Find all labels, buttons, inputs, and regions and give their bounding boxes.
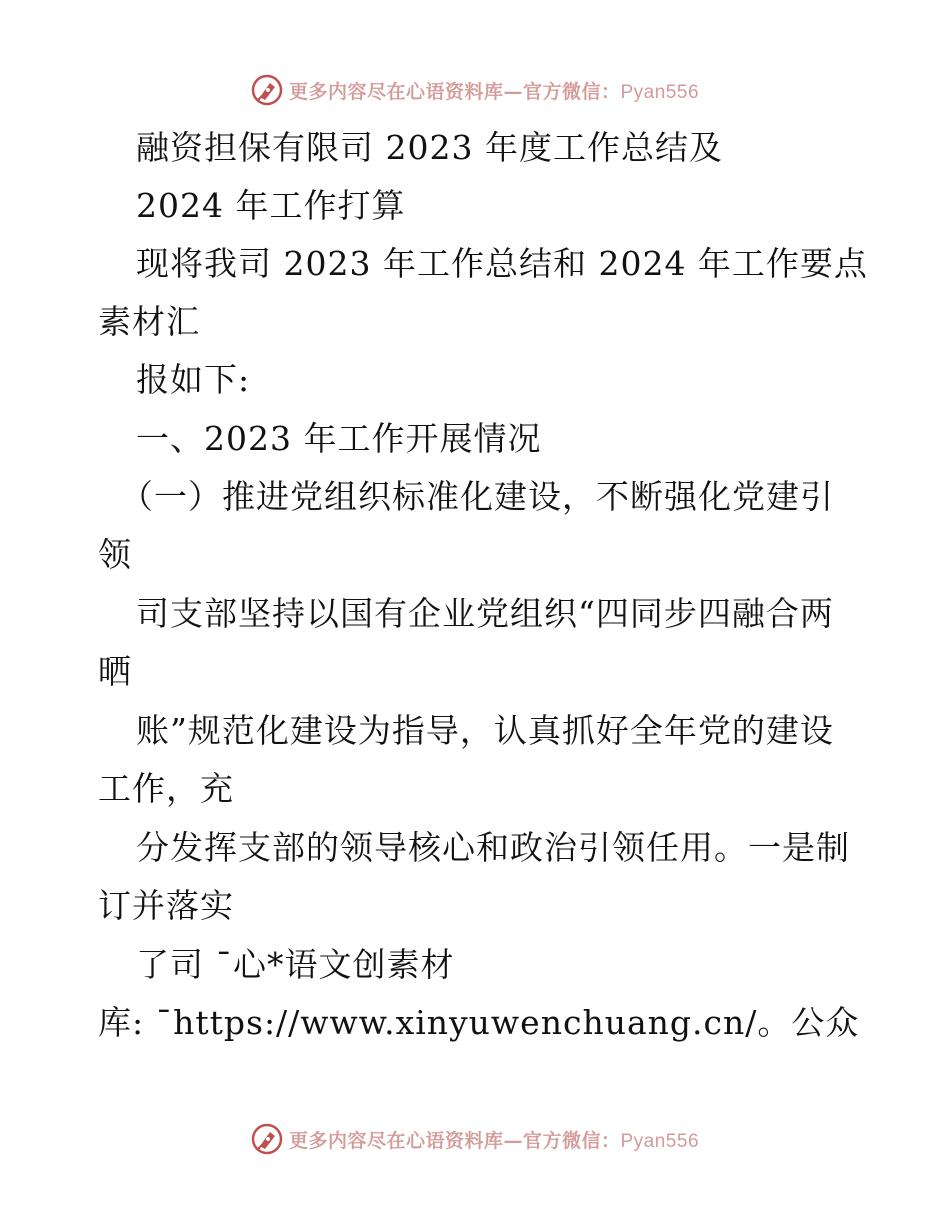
watermark-label: 更多内容尽在心语资料库—官方微信：	[288, 1129, 621, 1152]
doc-line: 分发挥支部的领导核心和政治引领任用。一是制	[136, 828, 850, 867]
doc-line: 一、2023 年工作开展情况	[136, 419, 542, 458]
watermark-wechat-id: Pyan556	[620, 1130, 700, 1152]
watermark-text	[289, 1126, 699, 1153]
pen-nib-logo-icon	[251, 1123, 283, 1155]
doc-line: 司支部坚持以国有企业党组织“四同步四融合两	[136, 594, 834, 633]
doc-line: 融资担保有限司 2023 年度工作总结及	[136, 128, 723, 167]
doc-line: 订并落实	[98, 886, 234, 925]
doc-line: 领	[98, 535, 132, 574]
doc-line: 了司 ¯心*语文创素材	[136, 945, 455, 984]
watermark-label: 更多内容尽在心语资料库—官方微信：	[288, 80, 621, 103]
doc-line: 报如下:	[136, 360, 251, 399]
doc-line: 现将我司 2023 年工作总结和 2024 年工作要点	[136, 244, 868, 283]
doc-line: 工作，充	[98, 769, 234, 808]
doc-line: 晒	[98, 652, 132, 691]
watermark-banner-bottom	[0, 1119, 950, 1159]
doc-line: 账”规范化建设为指导，认真抓好全年党的建设	[136, 711, 834, 750]
doc-line: 素材汇	[98, 302, 200, 341]
doc-line: （一）推进党组织标准化建设，不断强化党建引	[120, 477, 834, 516]
doc-line: 库: ¯https://www.xinyuwenchuang.cn/。公众	[98, 1003, 860, 1042]
watermark-wechat-id: Pyan556	[620, 81, 700, 103]
doc-line: 2024 年工作打算	[136, 186, 406, 225]
